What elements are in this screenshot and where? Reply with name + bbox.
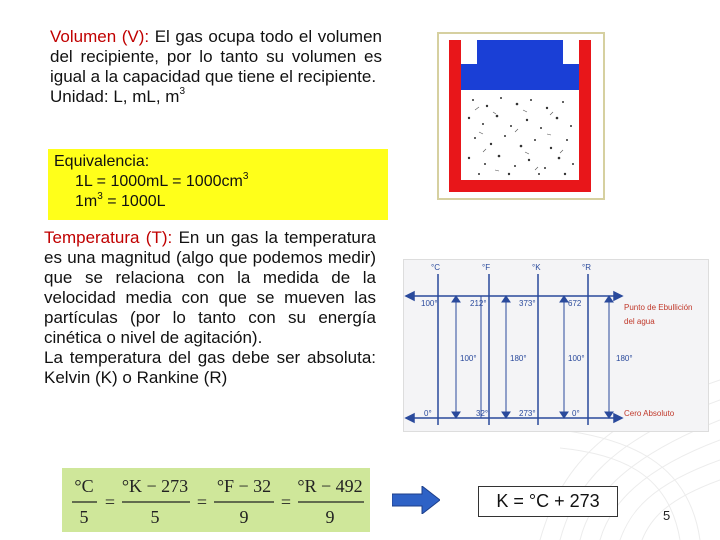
boiling-f: 212° [470, 299, 487, 308]
formula-num-1: °C [74, 476, 94, 496]
volume-unit: Unidad: L, mL, m [50, 87, 180, 106]
range-f: 180° [510, 354, 527, 363]
boiling-k: 373° [519, 299, 536, 308]
formula-num-2: °K − 273 [121, 476, 189, 496]
formula-den-3: 9 [239, 507, 249, 527]
scale-label-f: °F [482, 263, 491, 272]
page-number: 5 [663, 508, 671, 523]
temperature-scales-diagram [403, 259, 709, 432]
scale-label-c: °C [431, 263, 440, 272]
boiling-point-label: Punto de Ebullición [624, 303, 693, 312]
equivalence-line-1: $1L = 1000mL = 1000cm^3$ [75, 170, 249, 190]
range-r: 180° [616, 354, 633, 363]
scale-label-r: °R [582, 263, 591, 272]
temperature-definition [44, 228, 376, 388]
formula-eq-1: = [104, 492, 116, 512]
zero-f: 32° [476, 409, 489, 418]
temperature-text: En un gas la temperatura es una magnitud (algo que podemos medir) que se relaciona con la medida de la velocidad media con que se mueven las partículas (por lo tanto con su energía cinética o nivel de agitación). [44, 228, 376, 347]
equivalence-box [48, 149, 388, 220]
gas-container-image [437, 32, 605, 200]
right-arrow-icon [392, 486, 440, 514]
equivalence-title: Equivalencia: [54, 153, 150, 170]
volume-unit-sup: 3 [179, 86, 186, 98]
formula-eq-3: = [280, 492, 292, 512]
formula-den-4: 9 [325, 507, 335, 527]
boiling-r: 672 [568, 299, 582, 308]
equivalence-line-2: $1m^3 = 1000L$ [75, 190, 166, 210]
formula-den-1: 5 [79, 507, 89, 527]
scale-label-k: °K [532, 263, 541, 272]
formula-den-2: 5 [150, 507, 160, 527]
gas-container-illustration [439, 34, 603, 198]
zero-c: 0° [424, 409, 432, 418]
volume-definition [50, 27, 382, 107]
zero-r: 0° [572, 409, 580, 418]
range-c: 100° [460, 354, 477, 363]
zero-k: 273° [519, 409, 536, 418]
formula-num-4: °R − 492 [297, 476, 363, 496]
boiling-point-label-2: del agua [624, 317, 655, 326]
volume-text: El gas ocupa todo el volumen del recipiente, por lo tanto su volumen es igual a la capacidad que tiene el recipiente. [50, 27, 382, 86]
absolute-zero-label: Cero Absoluto [624, 409, 675, 418]
temperature-term: Temperatura (T): [44, 228, 173, 247]
conversion-formula [62, 468, 370, 532]
boiling-c: 100° [421, 299, 438, 308]
temperature-extra: La temperatura del gas debe ser absoluta: Kelvin (K) o Rankine (R) [44, 348, 376, 387]
range-k: 100° [568, 354, 585, 363]
formula-num-3: °F − 32 [216, 476, 272, 496]
formula-eq-2: = [196, 492, 208, 512]
volume-term: Volumen (V): [50, 27, 150, 46]
kelvin-formula: K = °C + 273 [478, 486, 618, 517]
